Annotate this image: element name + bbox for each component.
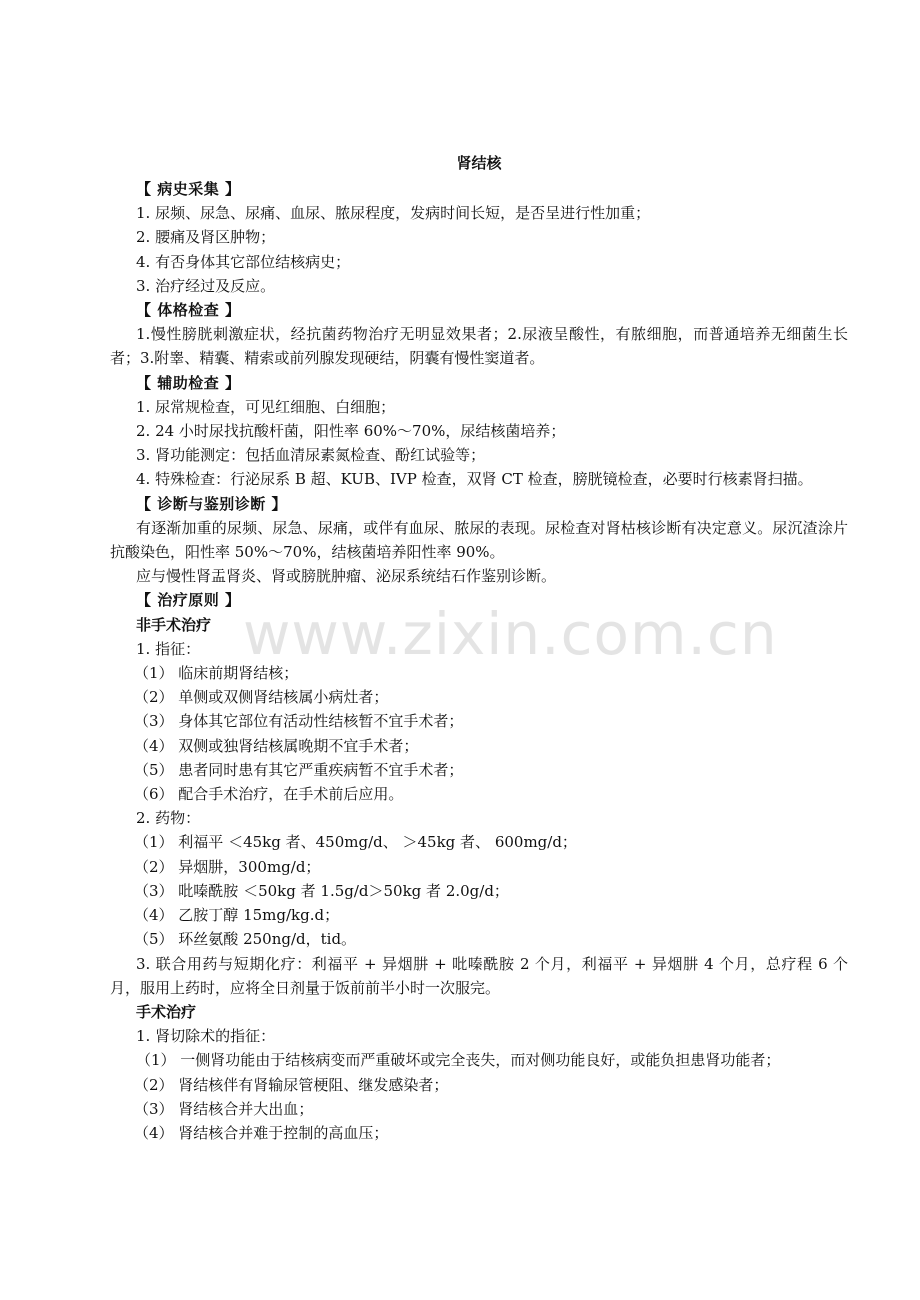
list-item: （3） 肾结核合并大出血； <box>134 1099 314 1118</box>
list-item: 1. 指征： <box>136 639 201 658</box>
diagnosis-paragraph: 有逐渐加重的尿频、尿急、尿痛，或伴有血尿、脓尿的表现。尿检查对肾枯核诊断有决定意义。尿沉渣涂片抗酸染色，阳性率 50%～70%，结核菌培养阳性率 90%。 <box>110 518 848 562</box>
section-heading-physical-exam: 【 体格检查 】 <box>136 301 241 320</box>
list-item: （2） 单侧或双侧肾结核属小病灶者； <box>134 688 389 707</box>
list-item: （1） 临床前期肾结核； <box>134 664 299 683</box>
section-heading-treatment: 【 治疗原则 】 <box>136 591 241 610</box>
list-item: （4） 肾结核合并难于控制的高血压； <box>134 1123 389 1142</box>
drug-item: （3） 吡嗪酰胺 ＜50kg 者 1.5g/d＞50kg 者 2.0g/d； <box>134 881 509 900</box>
history-item: 3. 治疗经过及反应。 <box>136 276 276 295</box>
drug-item: （2） 异烟肼，300mg/d； <box>134 857 321 876</box>
subheading-surgical: 手术治疗 <box>136 1002 197 1021</box>
history-item: 2. 腰痛及肾区肿物； <box>136 228 276 247</box>
list-item: （4） 双侧或独肾结核属晚期不宜手术者； <box>134 736 419 755</box>
watermark: www.zixin.com.cn <box>243 600 778 668</box>
differential-diagnosis-paragraph: 应与慢性肾盂肾炎、肾或膀胱肿瘤、泌尿系统结石作鉴别诊断。 <box>136 567 557 586</box>
history-item: 4. 有否身体其它部位结核病史； <box>136 252 351 271</box>
list-item: （6） 配合手术治疗，在手术前后应用。 <box>134 785 404 804</box>
document-body <box>110 151 848 1145</box>
drug-item: （4） 乙胺丁醇 15mg/kg.d； <box>134 906 340 925</box>
list-item: （2） 肾结核伴有肾输尿管梗阻、继发感染者； <box>134 1075 449 1094</box>
subheading-non-surgical: 非手术治疗 <box>136 615 212 634</box>
document-title: 肾结核 <box>456 154 502 172</box>
auxiliary-exam-item: 1. 尿常规检查，可见红细胞、白细胞； <box>136 397 396 416</box>
section-heading-history: 【 病史采集 】 <box>136 180 241 198</box>
list-item: （1） 一侧肾功能由于结核病变而严重破坏或完全丧失，而对侧功能良好，或能负担患肾功能者； <box>136 1051 781 1070</box>
auxiliary-exam-item: 3. 肾功能测定：包括血清尿素氮检查、酚红试验等； <box>136 446 486 465</box>
physical-exam-paragraph: 1.慢性膀胱刺激症状，经抗菌药物治疗无明显效果者；2.尿液呈酸性，有脓细胞，而普通培养无细菌生长者；3.附睾、精囊、精索或前列腺发现硬结，阴囊有慢性窦道者。 <box>110 325 848 368</box>
section-heading-auxiliary-exam: 【 辅助检查 】 <box>136 373 241 392</box>
list-item: （5） 患者同时患有其它严重疾病暂不宜手术者； <box>134 760 464 779</box>
history-item: 1. 尿频、尿急、尿痛、血尿、脓尿程度，发病时间长短，是否呈进行性加重； <box>136 204 651 223</box>
combination-therapy-paragraph: 3. 联合用药与短期化疗：利福平 + 异烟肼 + 吡嗪酰胺 2 个月，利福平 + 异烟肼 4 个月，总疗程 6 个月，服用上药时，应将全日剂量于饭前前半小时一次服完。 <box>110 954 848 997</box>
drug-item: （1） 利福平 ＜45kg 者、450mg/d、 ＞45kg 者、 600mg/d； <box>134 833 577 852</box>
auxiliary-exam-item: 4. 特殊检查：行泌尿系 B 超、KUB、IVP 检查，双肾 CT 检查，膀胱镜检查，必要时行核素肾扫描。 <box>136 470 813 489</box>
auxiliary-exam-item: 2. 24 小时尿找抗酸杆菌，阳性率 60%～70%，尿结核菌培养； <box>136 422 566 441</box>
drug-item: （5） 环丝氨酸 250ng/d，tid。 <box>134 930 357 949</box>
list-item: （3） 身体其它部位有活动性结核暂不宜手术者； <box>134 712 464 731</box>
list-item: 1. 肾切除术的指征： <box>136 1027 276 1046</box>
section-heading-diagnosis: 【 诊断与鉴别诊断 】 <box>136 494 287 513</box>
list-item: 2. 药物： <box>136 809 201 828</box>
